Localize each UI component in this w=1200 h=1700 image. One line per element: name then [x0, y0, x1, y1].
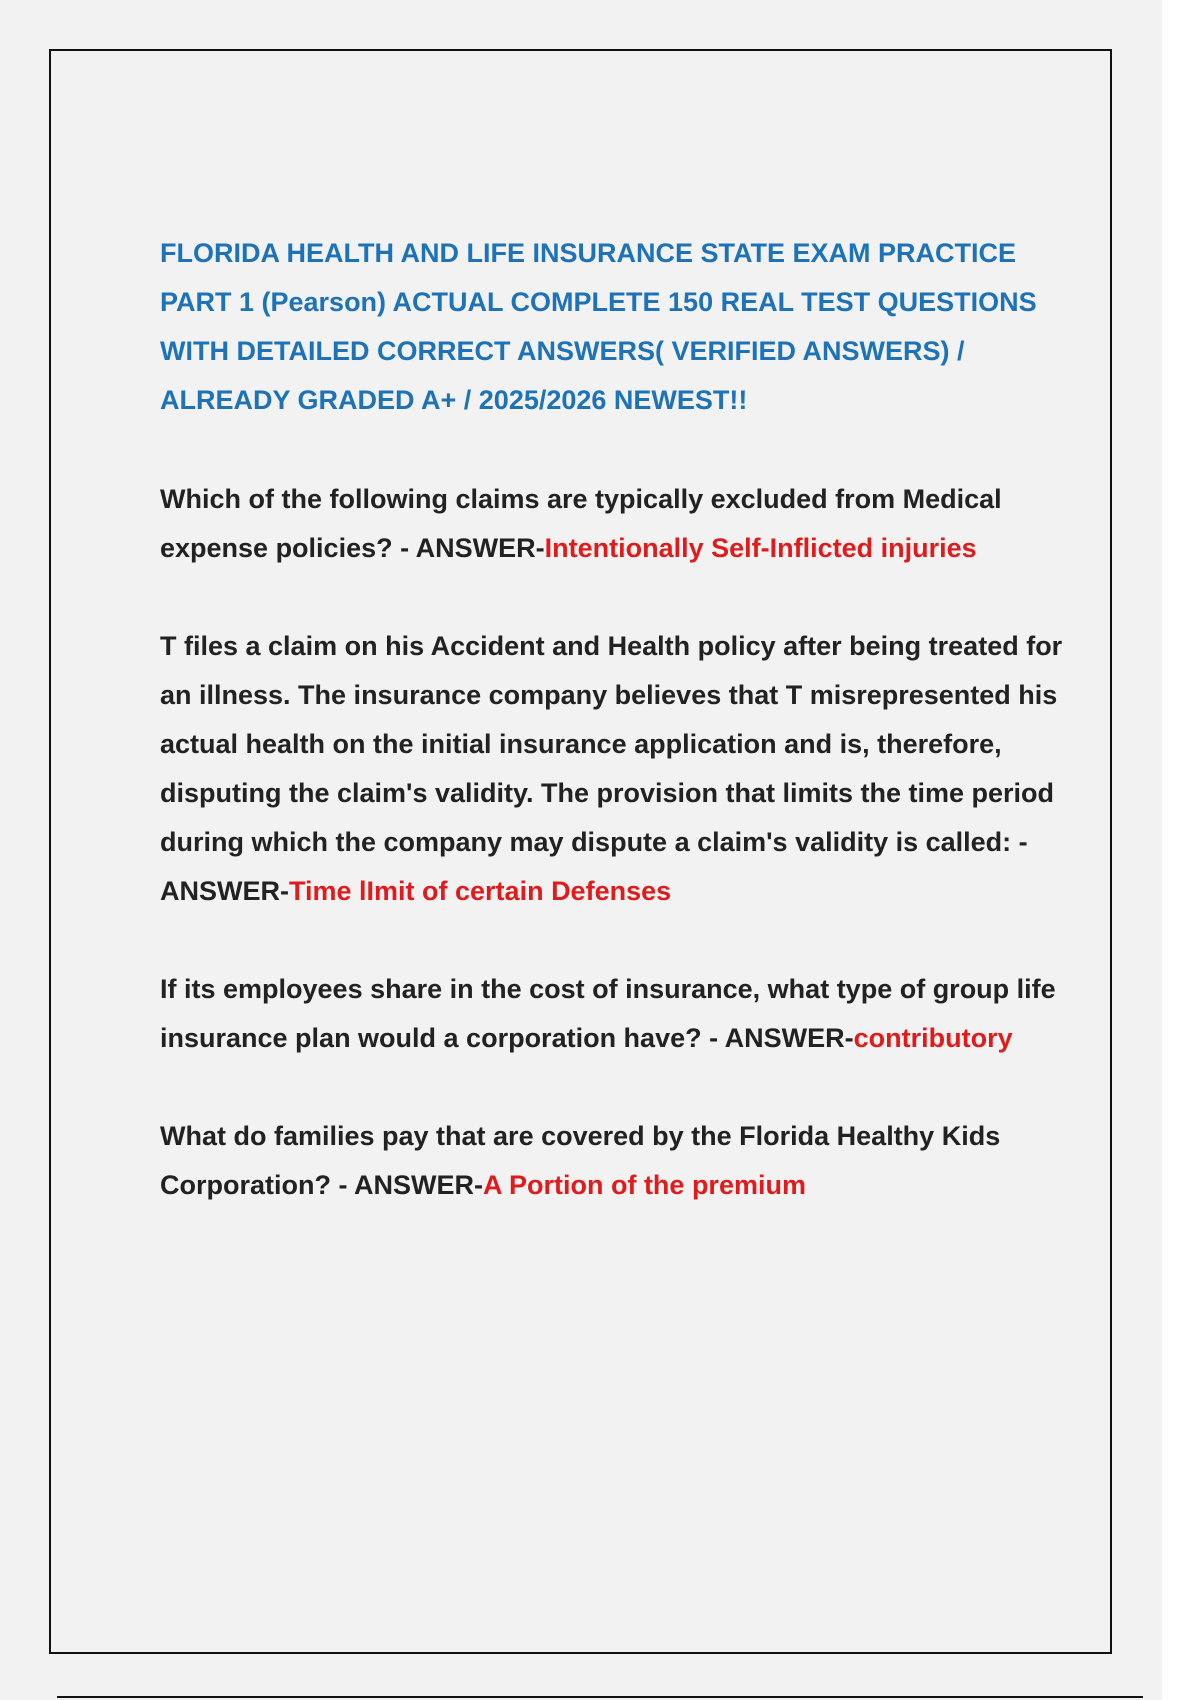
- answer-text: Time lImit of certain Defenses: [289, 876, 672, 906]
- document-page: [49, 49, 1112, 1654]
- answer-prefix: - ANSWER-: [160, 827, 1028, 906]
- answer-prefix: - ANSWER-: [701, 1023, 854, 1053]
- bottom-divider: [57, 1696, 1143, 1698]
- qa-item-2: [160, 622, 1075, 916]
- answer-text: A Portion of the premium: [482, 1170, 806, 1200]
- answer-text: Intentionally Self-Inflicted injuries: [544, 533, 977, 563]
- question-text: T files a claim on his Accident and Health policy after being treated for an illness. The insurance company believes that T misrepresented his actual health on the initial insurance application and is, therefore, disputing the claim's validity. The provision that limits the time period during which the company may dispute a claim's validity is called:: [160, 631, 1063, 857]
- question-text: Which of the following claims are typically excluded from Medical expense policies?: [160, 484, 1002, 563]
- qa-item-3: [160, 965, 1075, 1063]
- document-title: FLORIDA HEALTH AND LIFE INSURANCE STATE EXAM PRACTICE PART 1 (Pearson) ACTUAL COMPLETE 150 REAL TEST QUESTIONS WITH DETAILED CORRECT ANSWERS( VERIFIED ANSWERS) / ALREADY GRADED A+ / 2025/2026 NEWEST!!: [160, 238, 1037, 415]
- right-margin-strip: [1162, 0, 1200, 1700]
- question-text: If its employees share in the cost of insurance, what type of group life insurance plan would a corporation have?: [160, 974, 1056, 1053]
- answer-prefix: - ANSWER-: [330, 1170, 483, 1200]
- answer-prefix: - ANSWER-: [392, 533, 545, 563]
- qa-item-1: [160, 475, 1075, 573]
- answer-text: contributory: [853, 1023, 1013, 1053]
- qa-item-4: [160, 1112, 1075, 1210]
- page-content: [160, 229, 1075, 1259]
- question-text: What do families pay that are covered by the Florida Healthy Kids Corporation?: [160, 1121, 1001, 1200]
